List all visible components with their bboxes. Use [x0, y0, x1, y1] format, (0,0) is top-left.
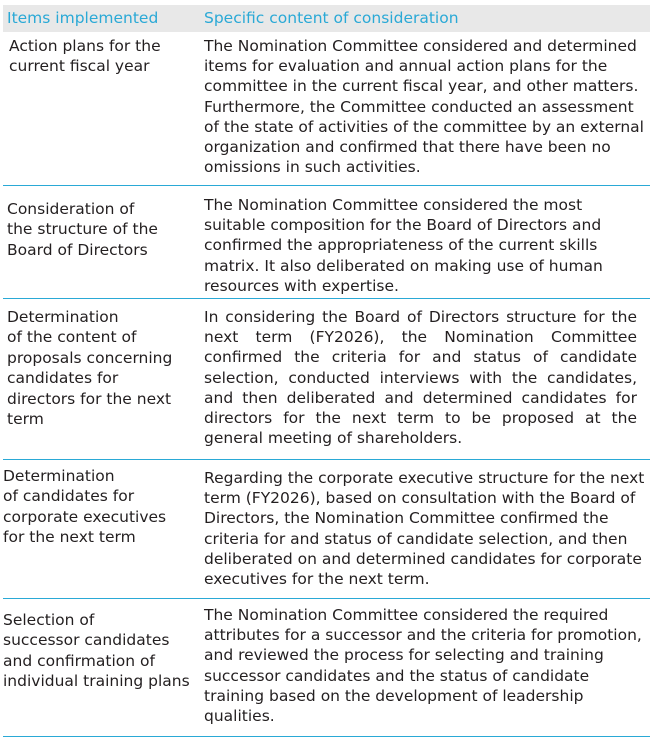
item-line: Action plans for the	[9, 37, 161, 55]
item-line: for the next term	[3, 528, 136, 547]
content-line: Regarding the corporate executive structure for the next	[204, 469, 645, 487]
row-divider	[3, 298, 650, 299]
item-line: Determination	[7, 308, 119, 326]
item-line: candidates for	[7, 369, 119, 388]
content-line: organization and confirmed that there have been no	[204, 138, 611, 157]
content-line: executives for the next term.	[204, 570, 430, 589]
item-line: proposals concerning	[7, 348, 173, 367]
content-cell	[204, 468, 645, 589]
content-line: of the state of activities of the committee by an external	[204, 117, 644, 136]
content-line: selection, conducted interviews with the candidates,	[204, 368, 637, 387]
item-line: term	[7, 410, 44, 429]
content-line: confirmed the criteria for and status of candidate	[204, 348, 637, 367]
content-line: and then deliberated and determined candidates for	[204, 388, 637, 407]
content-line: resources with expertise.	[204, 276, 399, 295]
content-line: and reviewed the process for selecting and training	[204, 646, 604, 665]
item-cell	[3, 466, 166, 548]
row-divider	[3, 459, 650, 460]
content-line: The Nomination Committee considered the required	[204, 606, 609, 624]
content-line: Directors, the Nomination Committee confirmed the	[204, 509, 609, 528]
row-divider	[3, 736, 650, 737]
content-line: suitable composition for the Board of Directors and	[204, 216, 602, 235]
item-line: of candidates for	[3, 487, 135, 506]
item-line: Determination	[3, 467, 115, 485]
item-line: successor candidates	[3, 631, 170, 650]
content-cell	[204, 307, 637, 448]
content-line: The Nomination Committee considered and determined	[204, 37, 637, 55]
content-line: deliberated on and determined candidates for corporate	[204, 549, 642, 568]
item-line: current fiscal year	[9, 57, 150, 76]
item-line: Board of Directors	[7, 240, 148, 259]
header-specific-content: Specific content of consideration	[204, 9, 459, 27]
content-line: items for evaluation and annual action plans for the	[204, 57, 608, 76]
item-cell	[9, 36, 161, 77]
row-divider	[3, 598, 650, 599]
item-line: of the content of	[7, 328, 137, 347]
item-line: Consideration of	[7, 200, 135, 218]
content-line: training based on the development of leadership	[204, 686, 584, 705]
content-cell	[204, 195, 637, 296]
content-line: criteria for and status of candidate selection, and then	[204, 529, 628, 548]
content-line: general meeting of shareholders.	[204, 429, 463, 448]
content-line: next term (FY2026), the Nomination Committee	[204, 328, 637, 347]
item-cell	[7, 199, 158, 260]
item-line: corporate executives	[3, 507, 167, 526]
content-line: attributes for a successor and the criteria for promotion,	[204, 626, 642, 645]
row-divider	[3, 185, 650, 186]
item-line: individual training plans	[3, 672, 190, 691]
item-cell	[7, 307, 172, 429]
item-line: and confirmation of	[3, 651, 155, 670]
content-line: term (FY2026), based on consultation with the Board of	[204, 489, 636, 508]
item-line: the structure of the	[7, 220, 158, 239]
item-line: directors for the next	[7, 389, 172, 408]
item-line: Selection of	[3, 611, 95, 629]
content-line: matrix. It also deliberated on making use of human	[204, 256, 603, 275]
content-line: omissions in such activities.	[204, 158, 421, 177]
table-header	[3, 5, 650, 32]
content-cell	[204, 605, 642, 726]
content-line: directors for the next term to be proposed at the	[204, 409, 637, 428]
content-line: In considering the Board of Directors structure for the	[204, 308, 637, 326]
content-line: confirmed the appropriateness of the current skills	[204, 236, 598, 255]
content-line: successor candidates and the status of candidate	[204, 666, 590, 685]
content-line: qualities.	[204, 707, 275, 726]
content-line: Furthermore, the Committee conducted an assessment	[204, 97, 634, 116]
committee-activities-table	[3, 0, 650, 739]
header-items-implemented: Items implemented	[7, 9, 159, 27]
content-cell	[204, 36, 644, 177]
content-line: The Nomination Committee considered the most	[204, 196, 583, 214]
item-cell	[3, 610, 190, 692]
content-line: committee in the current fiscal year, and other matters.	[204, 77, 639, 96]
